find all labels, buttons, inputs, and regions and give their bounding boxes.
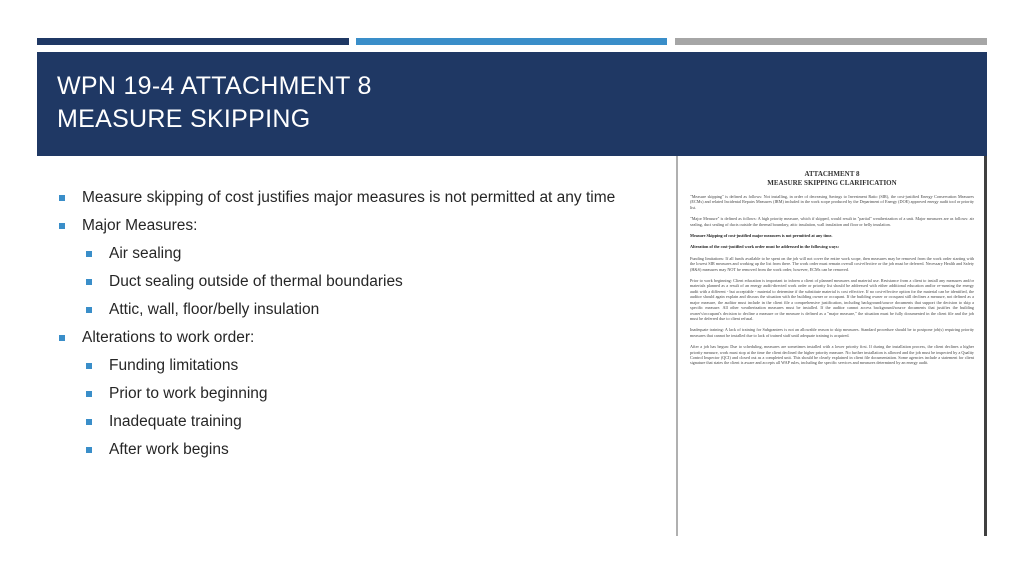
list-item xyxy=(55,188,635,207)
square-bullet-icon xyxy=(86,391,92,397)
document-heading-line2: MEASURE SKIPPING CLARIFICATION xyxy=(767,179,897,187)
document-heading xyxy=(690,170,974,188)
square-bullet-icon xyxy=(86,251,92,257)
list-item-text: Major Measures: xyxy=(82,217,198,234)
document-paragraph: Prior to work beginning: Client education is important to inform a client of planned measures and material use. Resistance from a client to install any measures and/or materials planned as a result of an energy audit-directed work order or priority list should be addressed with either additional education and/or re-running the energy audit with a different - but acceptable - material to determine if the substitute material is cost effective. If no cost-effective option for the material can be identified, the auditor should again explain and discuss the situation with the building owner or occupant. If the building owner or occupant still declines a measure, not defined as a major measure, the auditor must include in the client file a comprehensive justification, including background/source documents that support the decision to skip a specific measure. All other weatherization measures must be installed. If the auditor cannot access background/source documents that justifies the building owner's/occupant's decision to decline a measure or the measure is defined as a "major measure," the situation must be fully documented in the client file and the job must be deferred due to client refusal. xyxy=(690,278,974,321)
list-item-text: Duct sealing outside of thermal boundaries xyxy=(109,273,403,290)
square-bullet-icon xyxy=(59,195,65,201)
slide-title-line2: MEASURE SKIPPING xyxy=(57,105,311,133)
list-item xyxy=(55,216,635,235)
document-emphasis: Measure Skipping of cost-justified major measures is not permitted at any time. xyxy=(690,233,833,239)
square-bullet-icon xyxy=(59,335,65,341)
attachment-document-image xyxy=(690,170,974,366)
square-bullet-icon xyxy=(86,307,92,313)
document-heading-line1: ATTACHMENT 8 xyxy=(804,170,860,178)
list-item xyxy=(55,356,635,375)
accent-bar-blue xyxy=(356,38,667,45)
square-bullet-icon xyxy=(86,363,92,369)
slide-title-line1: WPN 19-4 ATTACHMENT 8 xyxy=(57,72,372,100)
document-paragraph: Inadequate training: A lack of training for Subgrantees is not an allowable reason to skip measures. Standard procedure should be to postpone job(s) requiring priority measures that cannot be installed due to lack of trained staff until adequate training is acquired. xyxy=(690,327,974,338)
list-item xyxy=(55,440,635,459)
list-item-text: Funding limitations xyxy=(109,357,239,374)
list-item-text: Attic, wall, floor/belly insulation xyxy=(109,301,320,318)
accent-bar-gray xyxy=(675,38,987,45)
list-item-text: Prior to work beginning xyxy=(109,385,268,402)
square-bullet-icon xyxy=(86,419,92,425)
slide-title xyxy=(57,70,372,136)
list-item xyxy=(55,384,635,403)
document-paragraph: Funding limitations: If all funds available to be spent on the job will not cover the entire work scope, then measures may be removed from the work order starting with the lowest SIR measures and working up the list from there. The work order must remain overall cost-effective or the job must be deferred. Necessary Health and Safety (H&S) measures may NOT be removed from the work order, however, ECMs can be removed. xyxy=(690,255,974,272)
bullet-list xyxy=(55,188,635,468)
document-frame-right-border xyxy=(984,156,987,536)
document-paragraph: After a job has begun: Due to scheduling, measures are sometimes installed with a lower priority first. If during the installation process, the client declines a higher priority measure, work must stop at the time the client declined the higher priority measure. No further installation is allowed and the job must be inspected by a Quality Control Inspector (QCI) and closed out as a completed unit. This should be clearly explained in client file documentation. Some agencies include a statement for client signature that states the client is aware and accepts all WAP rules, including the specific services and measures determined by an energy audit. xyxy=(690,344,974,366)
title-band xyxy=(37,52,987,156)
list-item-text: Alterations to work order: xyxy=(82,329,255,346)
list-item xyxy=(55,412,635,431)
list-item xyxy=(55,300,635,319)
list-item-text: Air sealing xyxy=(109,245,182,262)
list-item-text: Measure skipping of cost justifies major measures is not permitted at any time xyxy=(82,189,616,206)
list-item xyxy=(55,272,635,291)
document-emphasis: Alteration of the cost-justified work order must be addressed in the following ways: xyxy=(690,244,839,250)
list-item-text: Inadequate training xyxy=(109,413,242,430)
accent-bar-navy xyxy=(37,38,349,45)
list-item-text: After work begins xyxy=(109,441,229,458)
list-item xyxy=(55,328,635,347)
document-frame-left-border xyxy=(676,156,678,536)
square-bullet-icon xyxy=(59,223,65,229)
square-bullet-icon xyxy=(86,447,92,453)
square-bullet-icon xyxy=(86,279,92,285)
document-paragraph xyxy=(690,244,974,249)
document-paragraph: "Major Measure" is defined as follows: A high priority measure, which if skipped, would result in "partial" weatherization of a unit. Major measures are as follows: air sealing, duct sealing of ducts outside the thermal boundary, attic insulation, wall insulation and floor or belly insulation. xyxy=(690,216,974,227)
list-item xyxy=(55,244,635,263)
document-paragraph: "Measure skipping" is defined as follows: Not installing, in order of decreasing Savings to Investment Ratio (SIR), the cost-justified Energy Conservation Measures (ECMs) and related Incidental Repairs Measures (IRM) included in the work scope produced by the Department of Energy (DOE) approved energy audit tool or priority list. xyxy=(690,194,974,210)
document-paragraph xyxy=(690,233,974,238)
